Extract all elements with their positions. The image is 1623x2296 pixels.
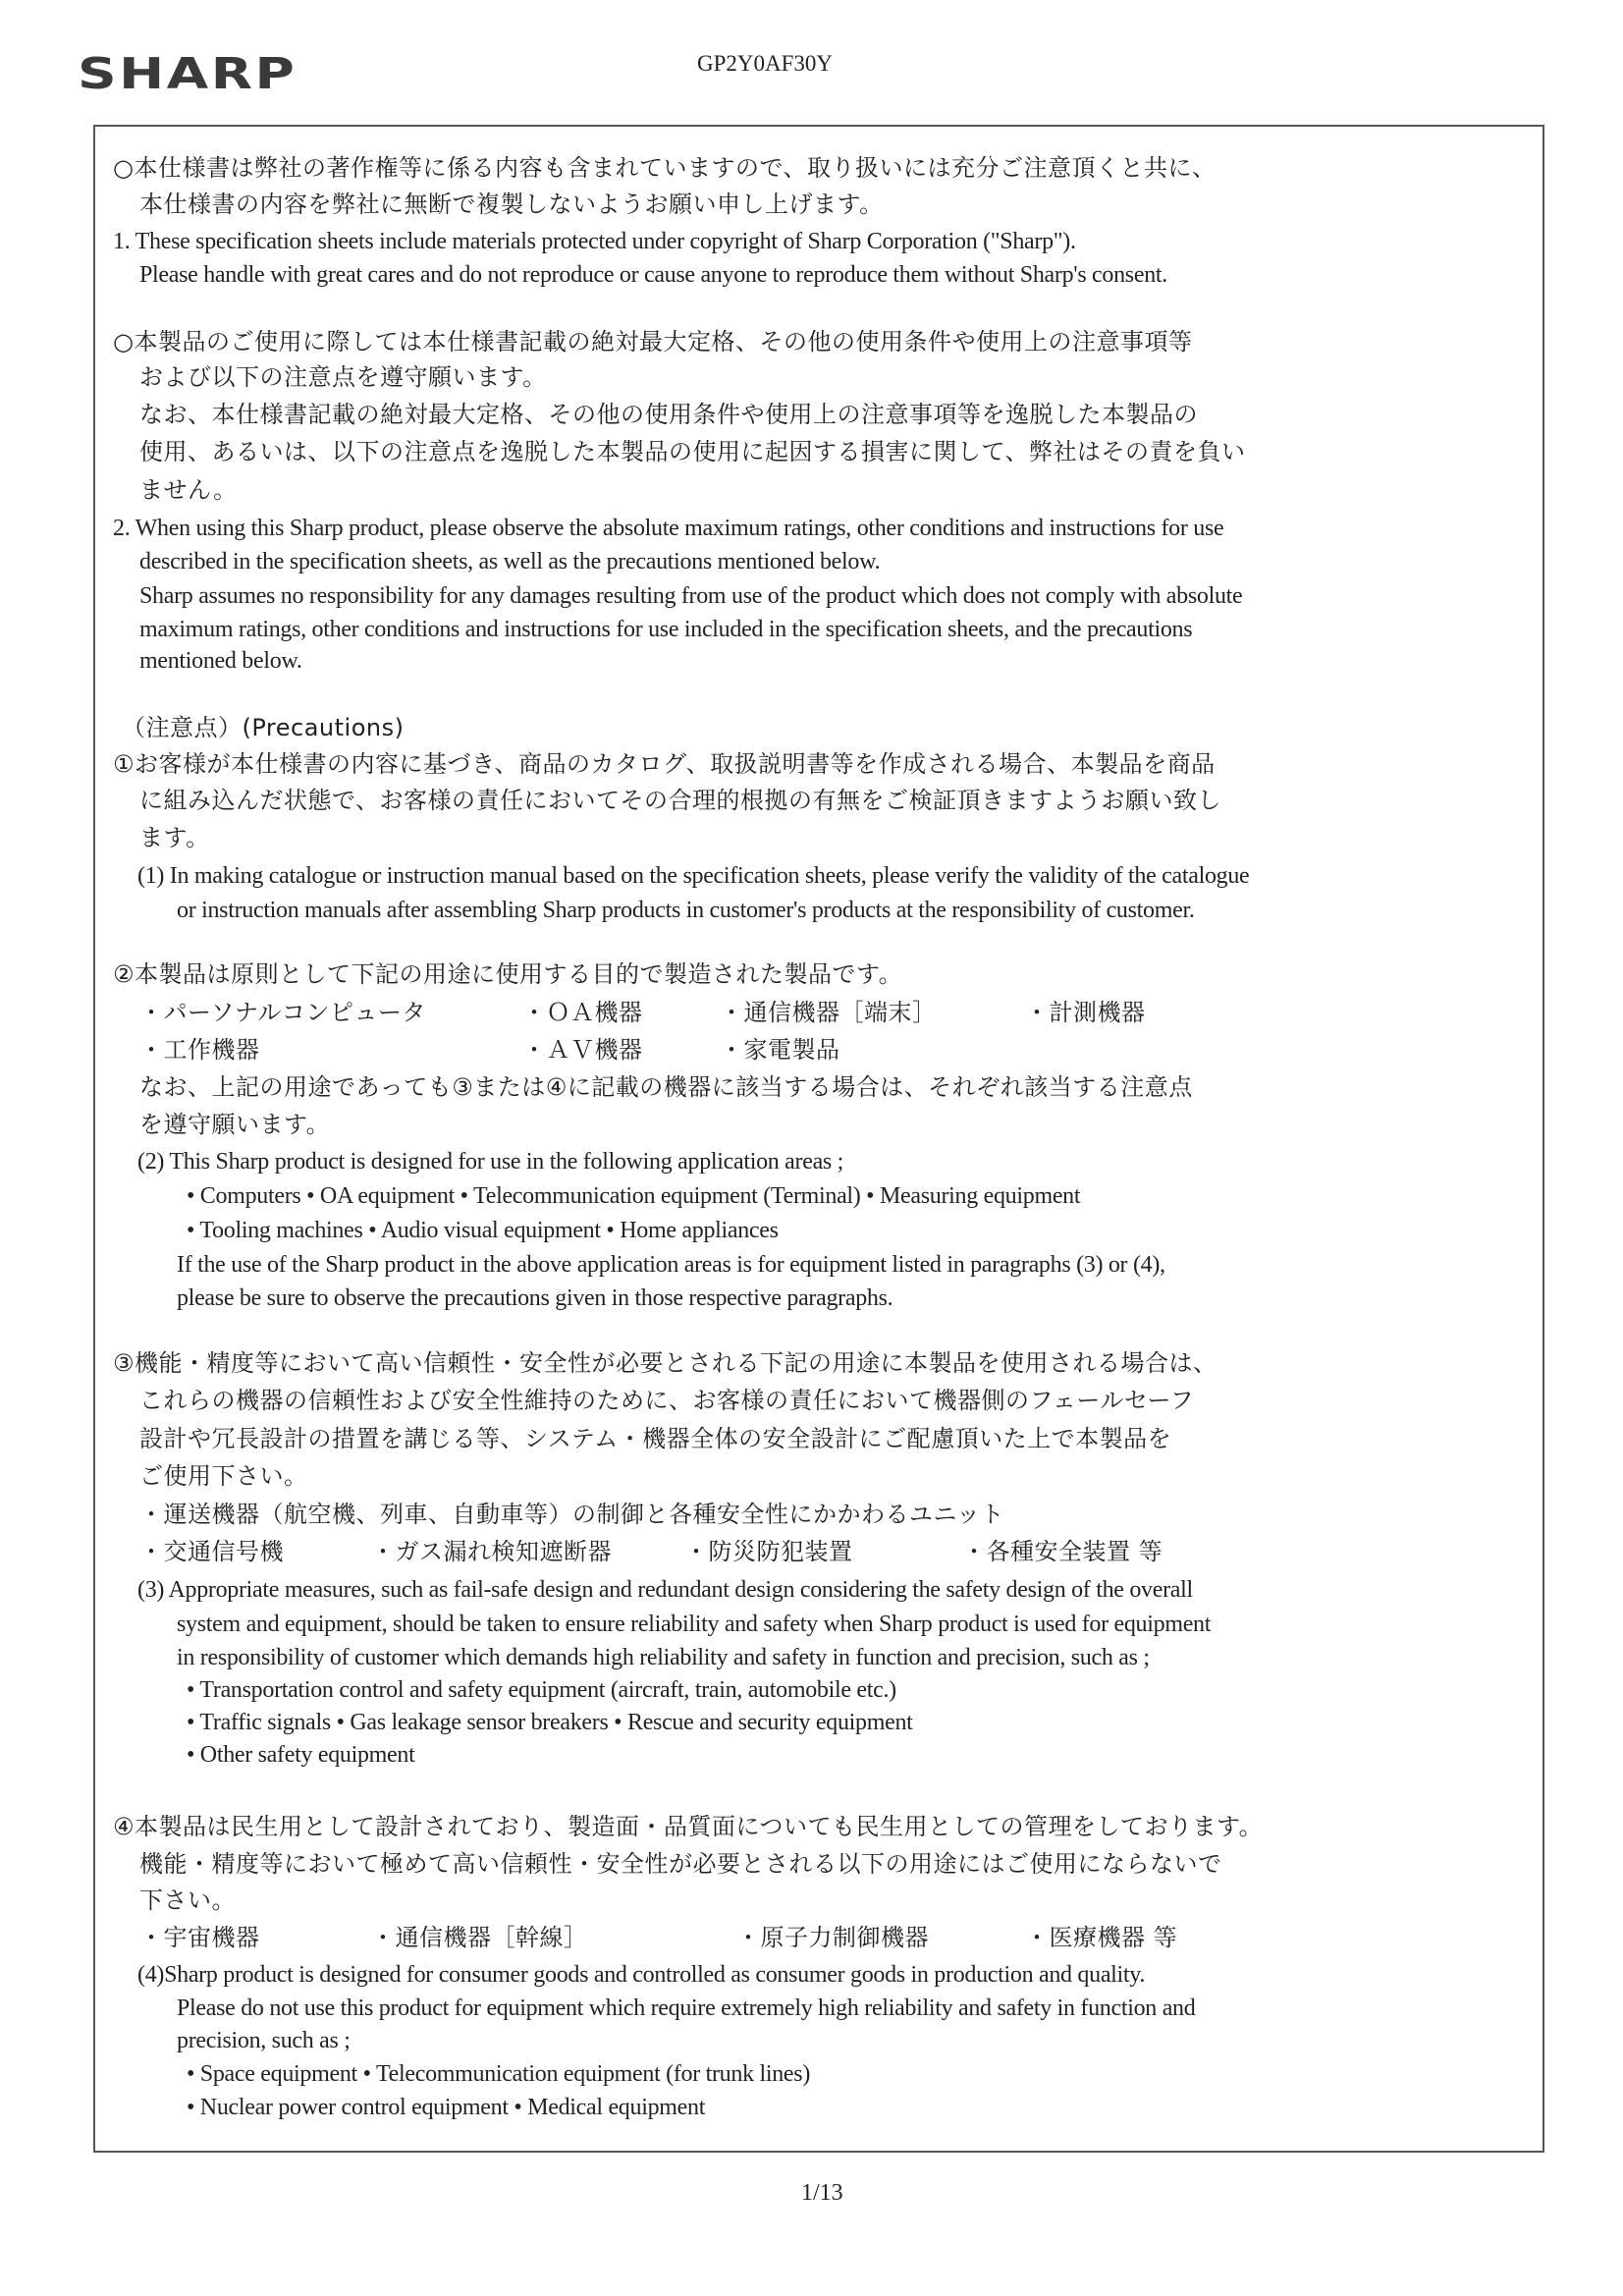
- text-line: ・交通信号機: [139, 1538, 284, 1565]
- text-line: • Other safety equipment: [187, 1742, 415, 1768]
- text-line: 機能・精度等において極めて高い信頼性・安全性が必要とされる以下の用途にはご使用にならないで: [139, 1850, 1222, 1878]
- text-line: (1) In making catalogue or instruction manual based on the specification sheets, please verify the validity of the catalogue: [137, 863, 1250, 889]
- text-line: ません。: [139, 476, 238, 504]
- text-line: および以下の注意点を遵守願います。: [139, 363, 547, 391]
- text-line: (3) Appropriate measures, such as fail-safe design and redundant design considering the safety design of the overall: [137, 1577, 1193, 1603]
- text-line: precision, such as ;: [177, 2028, 351, 2053]
- text-line: ・通信機器［幹線］: [371, 1924, 588, 1951]
- text-line: 下さい。: [139, 1886, 236, 1914]
- text-line: ③機能・精度等において高い信頼性・安全性が必要とされる下記の用途に本製品を使用される場合は、: [113, 1349, 1217, 1377]
- text-line: なお、上記の用途であっても③または④に記載の機器に該当する場合は、それぞれ該当する注意点: [139, 1073, 1193, 1101]
- sharp-logo: SHARP: [78, 49, 298, 99]
- text-line: (2) This Sharp product is designed for use in the following application areas ;: [137, 1149, 844, 1175]
- text-line: 2. When using this Sharp product, please observe the absolute maximum ratings, other conditions and instructions for use: [113, 516, 1224, 541]
- text-line: ご使用下さい。: [139, 1462, 308, 1490]
- text-line: ・ＯＡ機器: [522, 999, 643, 1026]
- text-line: • Nuclear power control equipment • Medical equipment: [187, 2095, 706, 2120]
- text-line: 本仕様書の内容を弊社に無断で複製しないようお願い申し上げます。: [139, 191, 884, 218]
- text-line: (4)Sharp product is designed for consumer goods and controlled as consumer goods in production and quality.: [137, 1962, 1146, 1988]
- model-number: GP2Y0AF30Y: [697, 51, 834, 76]
- text-line: ○本製品のご使用に際しては本仕様書記載の絶対最大定格、その他の使用条件や使用上の注意事項等: [113, 328, 1193, 355]
- text-line: ・パーソナルコンピュータ: [139, 999, 426, 1026]
- text-line: • Space equipment • Telecommunication equipment (for trunk lines): [187, 2061, 811, 2087]
- text-line: or instruction manuals after assembling Sharp products in customer's products at the responsibility of customer.: [177, 898, 1195, 923]
- text-line: なお、本仕様書記載の絶対最大定格、その他の使用条件や使用上の注意事項等を逸脱した本製品の: [139, 401, 1198, 428]
- text-line: ・宇宙機器: [139, 1924, 260, 1951]
- page-number: 1/13: [801, 2180, 843, 2206]
- text-line: system and equipment, should be taken to ensure reliability and safety when Sharp product is used for equipment: [177, 1612, 1212, 1637]
- text-line: Please do not use this product for equipment which require extremely high reliability and safety in function and: [177, 1995, 1196, 2021]
- text-line: ④本製品は民生用として設計されており、製造面・品質面についても民生用としての管理をしております。: [113, 1813, 1264, 1840]
- text-line: ・工作機器: [139, 1036, 260, 1064]
- text-line: ・家電製品: [720, 1036, 840, 1064]
- text-line: • Tooling machines • Audio visual equipment • Home appliances: [187, 1218, 779, 1243]
- text-line: • Traffic signals • Gas leakage sensor breakers • Rescue and security equipment: [187, 1710, 913, 1735]
- text-line: Please handle with great cares and do not reproduce or cause anyone to reproduce them without Sharp's consent.: [139, 262, 1167, 288]
- text-line: （注意点）(Precautions): [122, 714, 405, 741]
- text-line: If the use of the Sharp product in the above application areas is for equipment listed in paragraphs (3) or (4),: [177, 1252, 1165, 1278]
- text-line: please be sure to observe the precautions given in those respective paragraphs.: [177, 1285, 893, 1311]
- text-line: ・防災防犯装置: [684, 1538, 853, 1565]
- text-line: Sharp assumes no responsibility for any damages resulting from use of the product which does not comply with absolute: [139, 583, 1243, 609]
- text-line: 使用、あるいは、以下の注意点を逸脱した本製品の使用に起因する損害に関して、弊社はその責を負い: [139, 438, 1246, 465]
- text-line: • Transportation control and safety equipment (aircraft, train, automobile etc.): [187, 1677, 896, 1703]
- text-line: ます。: [139, 824, 210, 851]
- text-line: ②本製品は原則として下記の用途に使用する目的で製造された製品です。: [113, 960, 903, 988]
- text-line: in responsibility of customer which demands high reliability and safety in function and precision, such as ;: [177, 1645, 1150, 1670]
- text-line: mentioned below.: [139, 648, 302, 674]
- text-line: ○本仕様書は弊社の著作権等に係る内容も含まれていますので、取り扱いには充分ご注意頂くと共に、: [113, 154, 1217, 182]
- text-line: ・各種安全装置 等: [962, 1538, 1163, 1565]
- text-line: maximum ratings, other conditions and instructions for use included in the specification sheets, and the precautions: [139, 617, 1193, 642]
- text-line: ・ＡＶ機器: [522, 1036, 643, 1064]
- text-line: を遵守願います。: [139, 1111, 331, 1138]
- text-line: ・計測機器: [1025, 999, 1146, 1026]
- text-line: ・運送機器（航空機、列車、自動車等）の制御と各種安全性にかかわるユニット: [139, 1501, 1005, 1528]
- text-line: ・医療機器 等: [1025, 1924, 1178, 1951]
- text-line: • Computers • OA equipment • Telecommunication equipment (Terminal) • Measuring equipment: [187, 1183, 1081, 1209]
- text-line: ・ガス漏れ検知遮断器: [371, 1538, 612, 1565]
- text-line: に組み込んだ状態で、お客様の責任においてその合理的根拠の有無をご検証頂きますようお願い致し: [139, 787, 1222, 814]
- text-line: 設計や冗長設計の措置を講じる等、システム・機器全体の安全設計にご配慮頂いた上で本製品を: [139, 1425, 1172, 1452]
- text-line: これらの機器の信頼性および安全性維持のために、お客様の責任において機器側のフェールセーフ: [139, 1387, 1195, 1414]
- text-line: ・原子力制御機器: [736, 1924, 929, 1951]
- text-line: ①お客様が本仕様書の内容に基づき、商品のカタログ、取扱説明書等を作成される場合、本製品を商品: [113, 750, 1216, 778]
- text-line: ・通信機器［端末］: [720, 999, 937, 1026]
- text-line: 1. These specification sheets include materials protected under copyright of Sharp Corporation ("Sharp").: [113, 229, 1076, 254]
- text-line: described in the specification sheets, as well as the precautions mentioned below.: [139, 549, 881, 574]
